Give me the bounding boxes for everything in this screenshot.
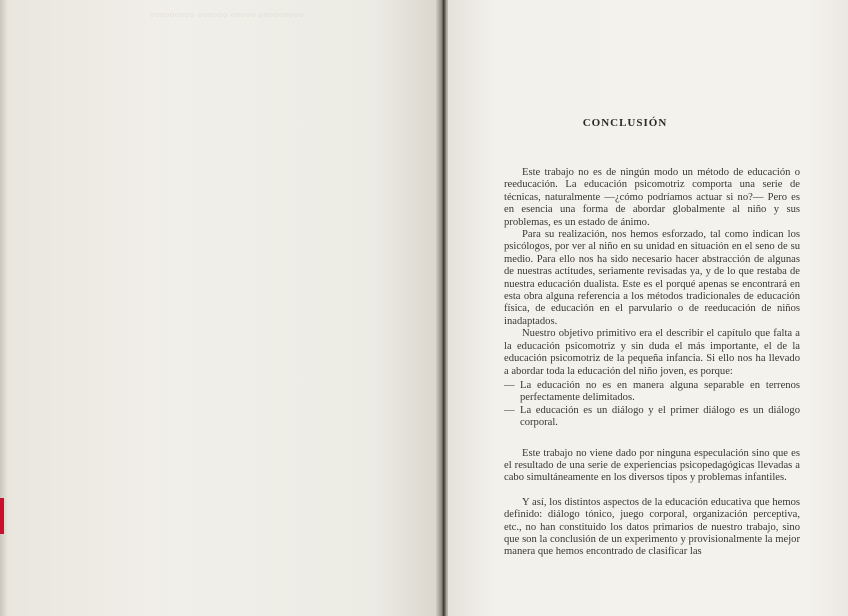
list-item: — La educación no es en manera alguna separable en terrenos perfectamente delimitados. bbox=[504, 380, 800, 405]
paragraph-5: Y así, los distintos aspectos de la educación educativa que hemos definido: diálogo tónico, juego corporal, organización perceptiva, etc., no han constituido los datos primarios de nuestro trabajo, sino que son la conclusión de un experimento y provisionalmente la mejor manera que hemos encontrado de clasificar las bbox=[504, 496, 800, 558]
paragraph-1: Este trabajo no es de ningún modo un método de educación o reeducación. La educación psicomotriz comporta una serie de técnicas, naturalmente —¿cómo podríamos actuar si no?— Pero es en esencia una forma de abordar globalmente al niño y sus problemas, es un estado de ánimo. bbox=[504, 167, 800, 228]
page-title: CONCLUSIÓN bbox=[582, 117, 668, 129]
paragraph-4: Este trabajo no viene dado por ninguna especulación sino que es el resultado de una serie de experiencias psicopedagógicas llevadas a cabo simultáneamente en los diversos tipos y problemas infantiles. bbox=[504, 447, 800, 484]
red-edge-tab bbox=[0, 498, 4, 534]
body-text bbox=[504, 167, 800, 559]
paragraph-2: Para su realización, nos hemos esforzado, tal como indican los psicólogos, por ver al niño en su unidad en situación en el seno de su medio. Para ello nos ha sido necesario hacer abstracción de algunas de nuestras actitudes, seriamente revisadas ya, y de lo que restaba de nuestra educación dualista. Este es el porqué apenas se encontrará en esta obra alguna referencia a los métodos tradicionales de educación física, de educación en el parvulario o de reeducación de niños inadaptados. bbox=[504, 229, 800, 327]
left-page-bleed-text: ooooooooo oooooo ooooo ooooooooo bbox=[150, 10, 304, 19]
paragraph-3: Nuestro objetivo primitivo era el describir el capítulo que falta a la educación psicomotriz y sin duda el más importante, el de la educación psicomotriz de la pequeña infancia. Si ello nos ha llevado a abordar toda la educación del niño joven, es porque: bbox=[504, 328, 800, 377]
right-page bbox=[448, 0, 848, 616]
list-item: — La educación es un diálogo y el primer diálogo es un diálogo corporal. bbox=[504, 405, 800, 430]
conclusion-list bbox=[504, 380, 800, 430]
